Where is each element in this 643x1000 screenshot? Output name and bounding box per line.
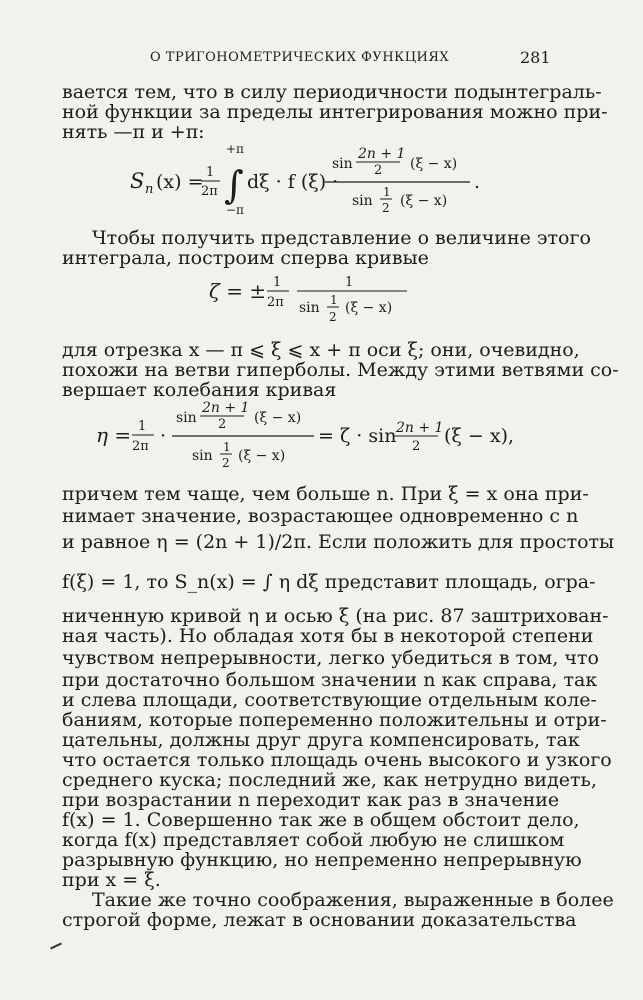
text-line: при x = ξ.	[62, 869, 161, 891]
formula-sn-half-den: 2	[382, 201, 390, 215]
formula-eta-dot: ·	[160, 425, 167, 447]
formula-sn-svg	[120, 140, 500, 220]
text-line: цательны, должны друг друга компенсировать, так	[62, 729, 580, 751]
text-line: и равное η = (2n + 1)/2π. Если положить для простоты	[62, 531, 615, 553]
formula-eta-sin: sin	[176, 410, 197, 426]
text-line: интеграла, построим сперва кривые	[62, 247, 429, 269]
text-line: строгой форме, лежат в основании доказательства	[62, 909, 577, 931]
formula-sn-arg: (x) =	[156, 171, 204, 193]
text-line: нять —π и +π:	[62, 121, 205, 143]
formula-eta-xi-x2: (ξ − x)	[238, 448, 286, 464]
formula-sn	[120, 140, 500, 225]
formula-zeta-two-pi: 2π	[267, 295, 284, 310]
text-line: что остается только площадь очень высокого и узкого	[62, 749, 612, 771]
formula-eta-svg	[92, 398, 532, 472]
formula-sn-xi-x: (ξ − x)	[410, 156, 458, 172]
formula-sn-num: 2n + 1	[358, 146, 406, 162]
formula-eta-num2: 2n + 1	[396, 420, 444, 436]
text-line: для отрезка x — π ⩽ ξ ⩽ x + π оси ξ; они, очевидно,	[62, 339, 580, 361]
page-number: 281	[520, 48, 551, 67]
text-line: ной функции за пределы интегрирования можно при-	[62, 101, 608, 123]
formula-sn-lower: −π	[226, 203, 244, 217]
text-line: чувством непрерывности, легко убедиться в том, что	[62, 647, 599, 669]
text-line: ная часть). Но обладая хотя бы в некоторой степени	[62, 625, 594, 647]
formula-sn-sub: n	[145, 182, 154, 197]
formula-zeta-lhs: ζ = ±	[209, 279, 267, 303]
formula-sn-den: 2	[374, 163, 383, 178]
formula-sn-sin2: sin	[352, 193, 373, 209]
text-line: нимает значение, возрастающее одновременно с n	[62, 505, 579, 527]
formula-zeta-half-den: 2	[329, 310, 337, 324]
formula-eta	[92, 398, 532, 477]
running-header: О ТРИГОНОМЕТРИЧЕСКИХ ФУНКЦИЯХ	[150, 50, 450, 65]
formula-sn-two-pi: 2π	[201, 184, 218, 199]
text-line: и слева площади, соответствующие отдельным коле-	[62, 689, 597, 711]
formula-zeta-xi-x: (ξ − x)	[345, 300, 393, 316]
formula-sn-integral: ∫	[224, 163, 244, 207]
text-line: похожи на ветви гиперболы. Между этими ветвями со-	[62, 359, 619, 381]
formula-sn-xi-x2: (ξ − x)	[400, 193, 448, 209]
text-line: причем тем чаще, чем больше n. При ξ = x она при-	[62, 483, 589, 505]
text-line: ниченную кривой η и осью ξ (на рис. 87 заштрихован-	[62, 605, 609, 627]
formula-eta-xi-x: (ξ − x)	[254, 410, 302, 426]
text-line: вается тем, что в силу периодичности подынтеграль-	[62, 81, 602, 103]
formula-eta-lhs: η =	[96, 423, 132, 447]
formula-zeta-one: 1	[273, 275, 282, 290]
text-line: когда f(x) представляет собой любую не слишком	[62, 829, 565, 851]
text-line: Чтобы получить представление о величине этого	[92, 227, 591, 249]
text-line: при возрастании n переходит как раз в значение	[62, 789, 560, 811]
text-line: f(x) = 1. Совершенно так же в общем обстоит дело,	[62, 809, 580, 831]
formula-eta-rhs: = ζ · sin	[318, 425, 397, 447]
margin-mark	[50, 943, 62, 950]
text-line: среднего куска; последний же, как нетрудно видеть,	[62, 769, 597, 791]
formula-zeta-one2: 1	[345, 275, 354, 290]
formula-eta-num: 2n + 1	[202, 400, 250, 416]
formula-eta-half-den: 2	[222, 456, 230, 470]
formula-zeta	[205, 266, 425, 335]
text-line: при достаточно большом значении n как справа, так	[62, 669, 598, 691]
formula-zeta-sin: sin	[299, 300, 320, 316]
text-line: разрывную функцию, но непременно непрерывную	[62, 849, 582, 871]
formula-eta-den2: 2	[412, 439, 421, 454]
formula-sn-one: 1	[206, 165, 215, 180]
formula-eta-sin2: sin	[192, 448, 213, 464]
formula-zeta-svg	[205, 266, 425, 330]
formula-sn-body: dξ · f (ξ) ·	[247, 171, 339, 193]
formula-sn-upper: +π	[226, 142, 244, 156]
formula-eta-xi-x-end: (ξ − x),	[444, 425, 515, 447]
formula-eta-one: 1	[138, 419, 147, 434]
text-line: f(ξ) = 1, то S_n(x) = ∫ η dξ представит площадь, огра-	[62, 571, 596, 593]
formula-sn-end: .	[474, 171, 481, 193]
formula-eta-half-num: 1	[223, 440, 231, 454]
formula-sn-half-num: 1	[383, 185, 391, 199]
text-line: баниям, которые попеременно положительны и отри-	[62, 709, 607, 731]
formula-sn-sin: sin	[332, 156, 353, 172]
text-line: Такие же точно соображения, выраженные в более	[92, 889, 614, 911]
text-line: вершает колебания кривая	[62, 379, 337, 401]
formula-zeta-half-num: 1	[330, 293, 338, 307]
formula-eta-two-pi: 2π	[132, 439, 149, 454]
formula-sn-lhs: S	[130, 169, 145, 193]
formula-eta-den: 2	[218, 417, 227, 432]
